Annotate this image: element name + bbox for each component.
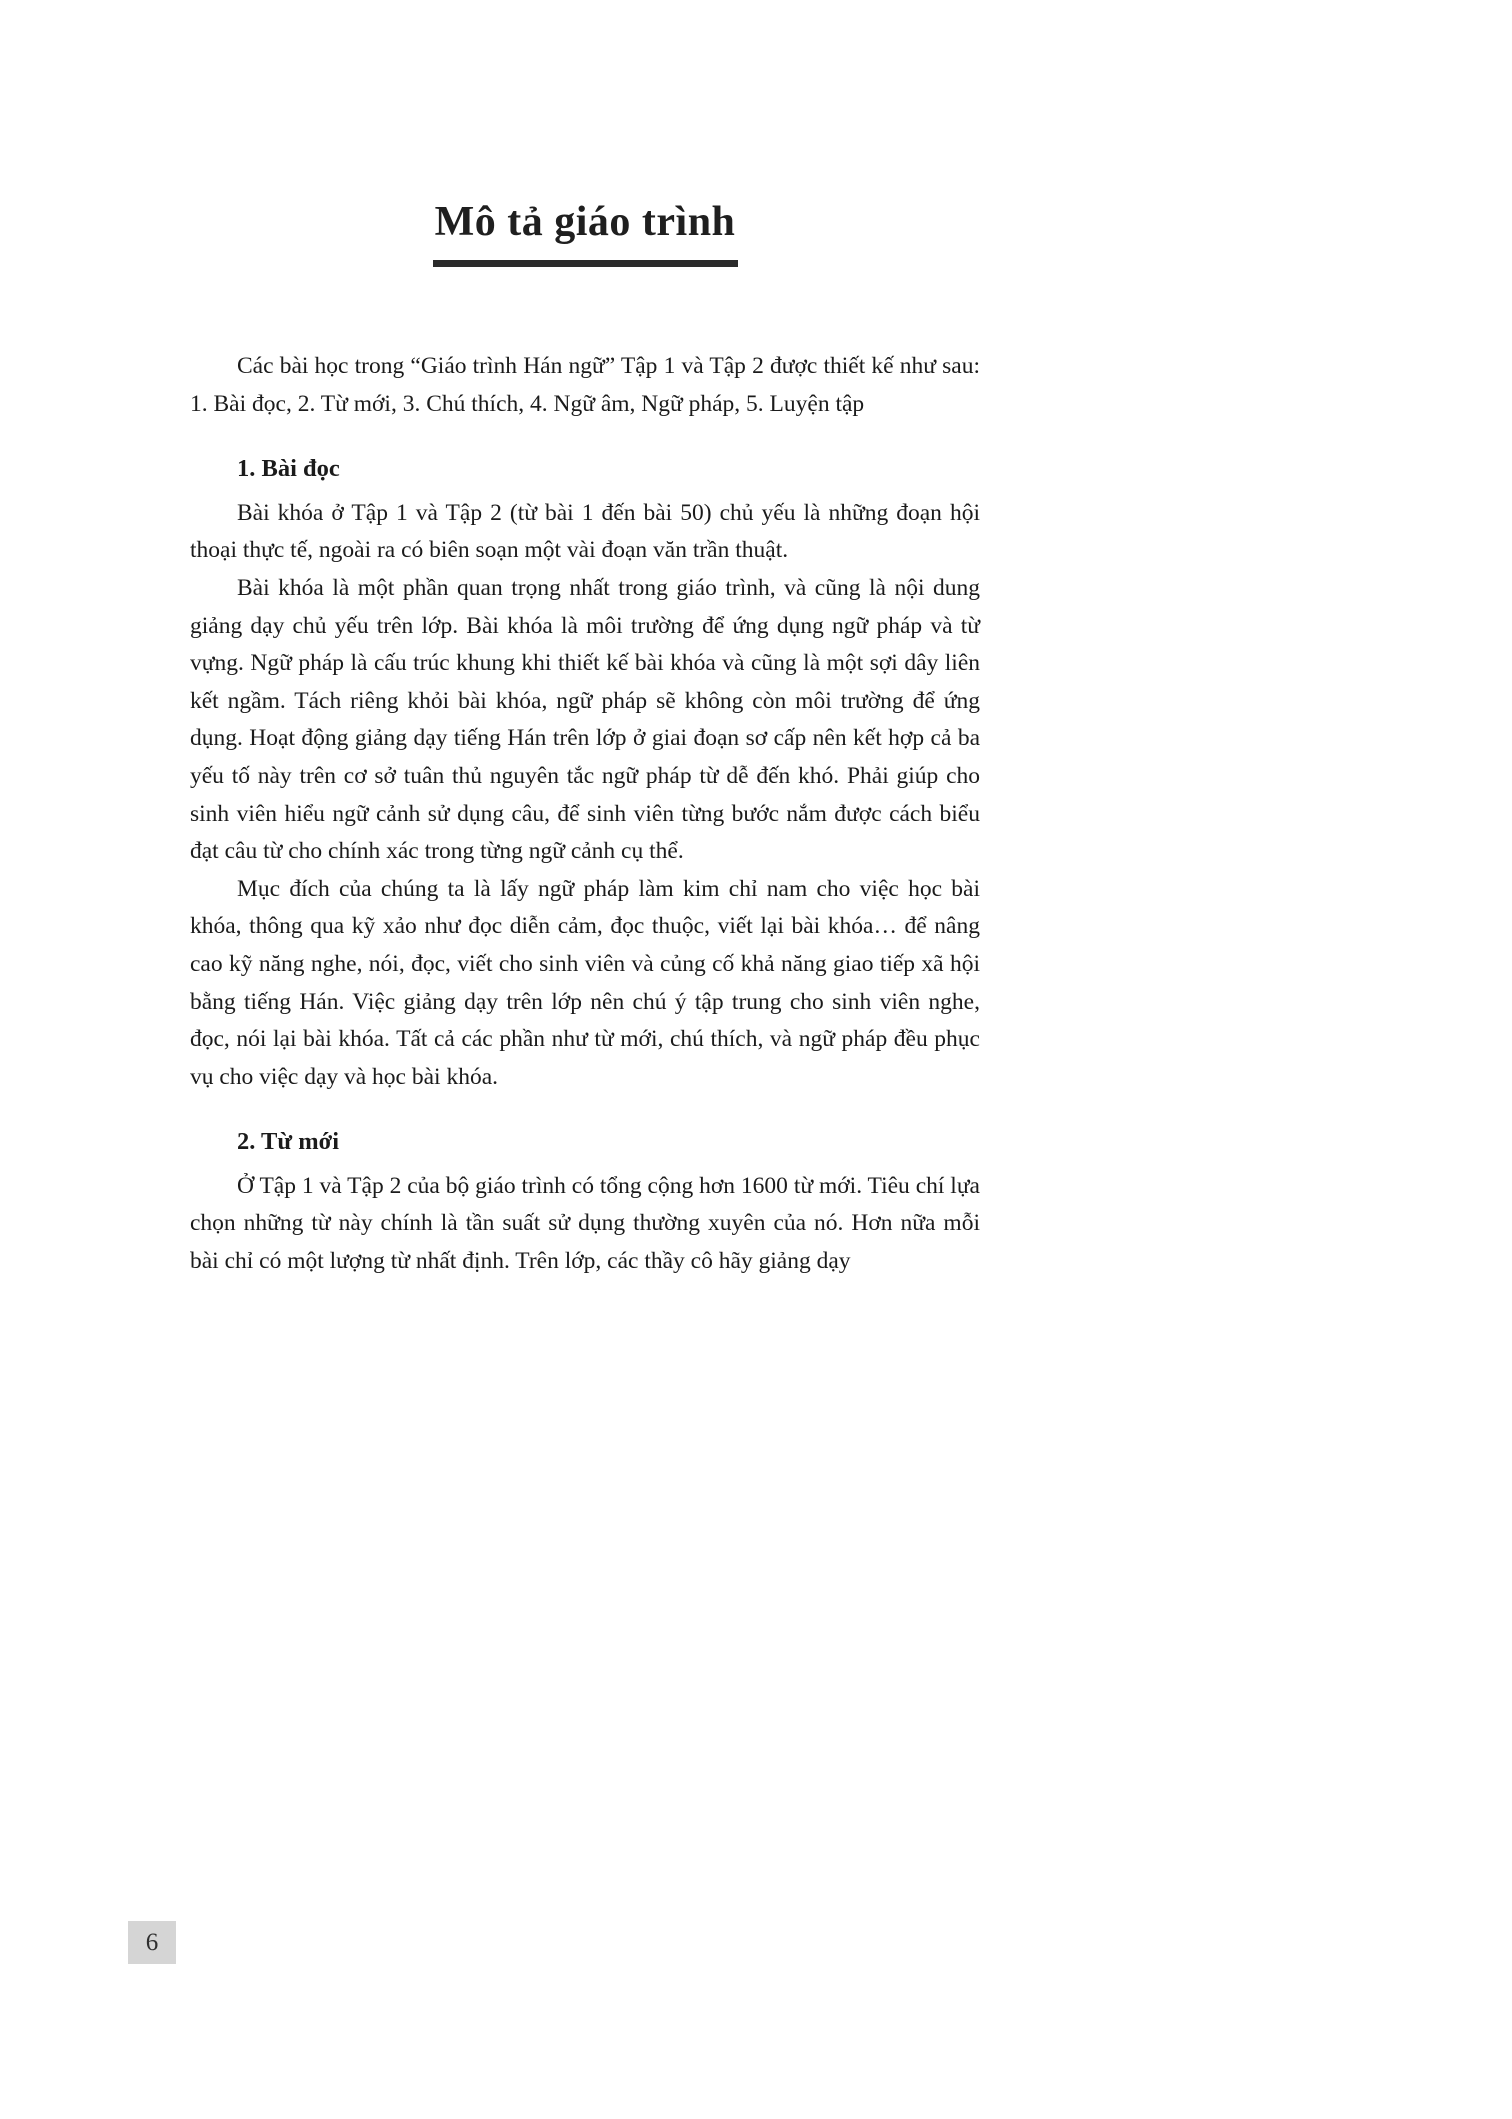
intro-paragraph: Các bài học trong “Giáo trình Hán ngữ” Tập 1 và Tập 2 được thiết kế như sau: 1. Bài đọc, 2. Từ mới, 3. Chú thích, 4. Ngữ âm, Ngữ pháp, 5. Luyện tập: [190, 353, 980, 417]
title-underline-rule: [433, 260, 738, 267]
page-content: [190, 348, 980, 1281]
page-number-badge: [128, 1921, 176, 1964]
section-1-paragraph-3: Mục đích của chúng ta là lấy ngữ pháp làm kim chỉ nam cho việc học bài khóa, thông qua kỹ xảo như đọc diễn cảm, đọc thuộc, viết lại bài khóa… để nâng cao kỹ năng nghe, nói, đọc, viết cho sinh viên và củng cố khả năng giao tiếp xã hội bằng tiếng Hán. Việc giảng dạy trên lớp nên chú ý tập trung cho sinh viên nghe, đọc, nói lại bài khóa. Tất cả các phần như từ mới, chú thích, và ngữ pháp đều phục vụ cho việc dạy và học bài khóa.: [190, 875, 980, 1090]
section-1-paragraph-1: Bài khóa ở Tập 1 và Tập 2 (từ bài 1 đến bài 50) chủ yếu là những đoạn hội thoại thực tế, ngoài ra có biên soạn một vài đoạn văn trần thuật.: [190, 499, 980, 564]
section-1-paragraph-2: Bài khóa là một phần quan trọng nhất trong giáo trình, và cũng là nội dung giảng dạy chủ yếu trên lớp. Bài khóa là môi trường để ứng dụng ngữ pháp và từ vựng. Ngữ pháp là cấu trúc khung khi thiết kế bài khóa và cũng là một sợi dây liên kết ngầm. Tách riêng khỏi bài khóa, ngữ pháp sẽ không còn môi trường để ứng dụng. Hoạt động giảng dạy tiếng Hán trên lớp ở giai đoạn sơ cấp nên kết hợp cả ba yếu tố này trên cơ sở tuân thủ nguyên tắc ngữ pháp từ dễ đến khó. Phải giúp cho sinh viên hiểu ngữ cảnh sử dụng câu, để sinh viên từng bước nắm được cách biểu đạt câu từ cho chính xác trong từng ngữ cảnh cụ thể.: [190, 574, 980, 865]
section-2-paragraph-1: Ở Tập 1 và Tập 2 của bộ giáo trình có tổng cộng hơn 1600 từ mới. Tiêu chí lựa chọn những từ này chính là tần suất sử dụng thường xuyên của nó. Hơn nữa mỗi bài chỉ có một lượng từ nhất định. Trên lớp, các thầy cô hãy giảng dạy: [190, 1172, 980, 1275]
title-block: [190, 198, 980, 267]
section-heading-bai-doc: 1. Bài đọc: [237, 455, 340, 483]
page-number-text: 6: [145, 1928, 159, 1956]
page-title: Mô tả giáo trình: [434, 199, 736, 245]
section-heading-tu-moi: 2. Từ mới: [237, 1128, 340, 1156]
